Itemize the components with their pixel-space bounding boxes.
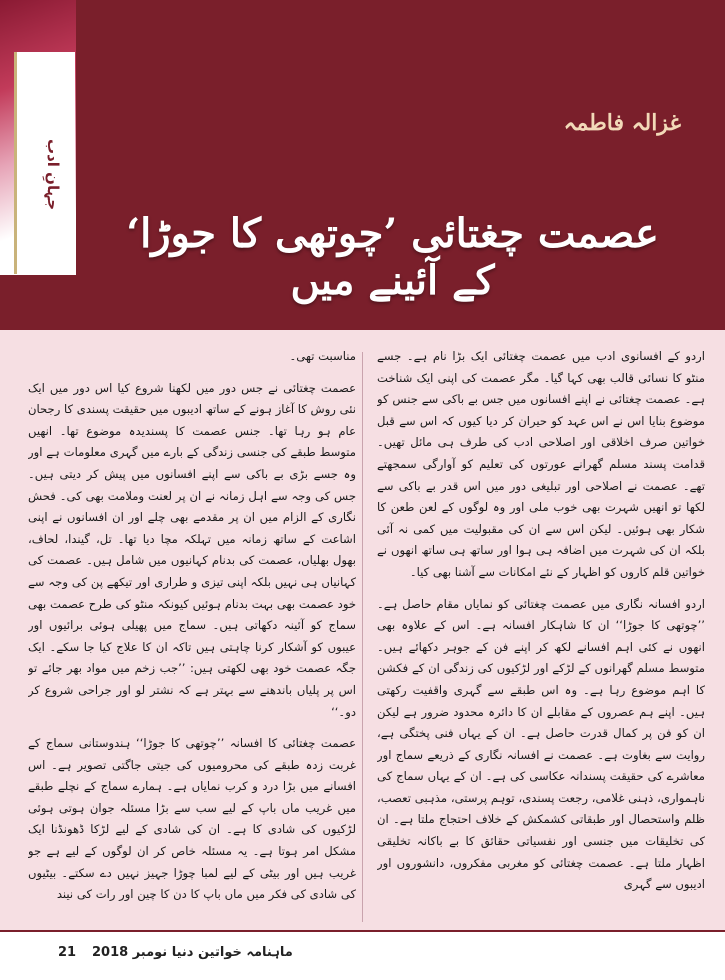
column-divider (362, 352, 363, 922)
paragraph: اردو کے افسانوی ادب میں عصمت چغتائی ایک بڑا نام ہے۔ جسے منٹو کا نسائی قالب بھی کہا گیا۔ مگر عصمت کی اپنی ایک شناخت ہے۔ عصمت چغتائی نے اپنے افسانوں میں جس بے باکی سے جنس کو موضوع بنایا اس نے اس عہد کو حیران کر دیا کیوں کہ اس سے قبل خواتین صرف اخلاقی اور اصلاحی ادب کی طرف ہی مائل تھیں۔ قدامت پسند مسلم گھرانے عورتوں کی تعلیم کو آوارگی سمجھتے تھے۔ عصمت نے اصلاحی اور تبلیغی دور میں اس قدر بے باکی سے لکھا تو انھیں شہرت بھی خوب ملی اور وہ لوگوں کے لعن طعن کا شکار بھی ہوئیں۔ لیکن اس سے ان کی مقبولیت میں کمی نہ آئی بلکہ ان کی شہرت میں اضافہ ہی ہوا اور ساتھ ہی ساتھ انھوں نے خواتین قلم کاروں کو اظہار کے نئے امکانات سے آشنا بھی کیا۔ (377, 349, 705, 579)
paragraph: عصمت چغتائی کا افسانہ ’’چوتھی کا جوڑا‘‘ ہندوستانی سماج کے غربت زدہ طبقے کی محرومیوں کی جیتی جاگتی تصویر ہے۔ اس افسانے میں بڑا درد و کرب نمایاں ہے۔ ہمارے سماج کے نچلے طبقے میں غریب ماں باپ کے لیے سب سے بڑا مسئلہ جوان ہوتی ہوئی لڑکیوں کی شادی کا ہے۔ ان کی شادی کے لیے لڑکا ڈھونڈنا ایک مشکل امر ہوتا ہے۔ یہ مسئلہ خاص کر ان لوگوں کے لیے ہے جو غریب ہیں اور بیٹی کے لیے لمبا چوڑا جہیز نہیں دے سکتے۔ بیٹیوں کی شادی کی فکر میں ماں باپ کا دن کا چین اور رات کی نیند (28, 736, 356, 902)
magazine-footer-text: ماہنامہ خواتین دنیا نومبر 2018 (92, 945, 293, 960)
article-column-right (377, 346, 705, 928)
paragraph: عصمت چغتائی نے جس دور میں لکھنا شروع کیا اس دور میں ایک نئی روش کا آغاز ہونے کے ساتھ ادیبوں میں حقیقت پسندی کا رجحان عام ہو رہا تھا۔ جنس عصمت کا پسندیدہ موضوع تھا۔ انھیں متوسط طبقے کی جنسی زندگی کے بارے میں گہری معلومات ہے اور وہ جسے بڑی بے باکی سے اپنے افسانوں میں پیش کر دیتی ہیں۔ جس کی وجہ سے اہل زمانہ نے ان پر لعنت وملامت بھی کی۔ فحش نگاری کے الزام میں ان پر مقدمے بھی چلے اور ان افسانوں نے اپنی اشاعت کے ساتھ زمانہ میں تہلکہ مچا دیا تھا۔ تل، گیندا، لحاف، بھول بھلیاں، عصمت کی بدنام کہانیوں میں شامل ہیں۔ عصمت کی کہانیاں ہی نہیں بلکہ اپنی تیزی و طراری اور تیکھے پن کی وجہ سے خود عصمت بھی بہت بدنام ہوئیں کیونکہ منٹو کی طرح عصمت بھی سماج کو آئینہ دکھاتی ہیں۔ سماج میں پھیلی ہوئی برائیوں اور عیبوں کو آشکار کرنا چاہتی ہیں تاکہ ان کا علاج کیا جا سکے۔ ایک جگہ عصمت خود بھی لکھتی ہیں: ’’جب زخم میں مواد بھر جائے تو اس پر پلیاں باندھنے سے بہتر ہے کہ نشتر لو اور جراحی شروع کر دو۔‘‘ (28, 380, 356, 719)
paragraph: اردو افسانہ نگاری میں عصمت چغتائی کو نمایاں مقام حاصل ہے۔ ’’چوتھی کا جوڑا‘‘ ان کا شاہکار افسانہ ہے۔ اس کے علاوہ بھی انھوں نے کئی اہم افسانے لکھ کر اپنے فن کے جوہر دکھائے ہیں۔ متوسط مسلم گھرانوں کے لڑکے اور لڑکیوں کی زندگی ان کے فکشن کا اہم موضوع رہا ہے۔ وہ اس طبقے سے گہری واقفیت رکھتی ہیں۔ اپنے ہم عصروں کے مقابلے ان کا دائرہ محدود ضرور ہے لیکن ان کو فن پر کمال قدرت حاصل ہے۔ ان کے یہاں فنی پختگی ہے، روایت سے بغاوت ہے۔ عصمت نے افسانہ نگاری کے ذریعے سماج اور معاشرے کی حقیقت پسندانہ عکاسی کی ہے۔ ان کے یہاں سماج کی ناہمواری، ذہنی غلامی، رجعت پسندی، توہم پرستی، مذہبی تعصب، ظلم واستحصال اور طبقاتی کشمکش کے خلاف احتجاج ملتا ہے۔ ان کی تخلیقات میں جنسی اور نفسیاتی حقائق کا بے باکانہ تخلیقی اظہار ملتا ہے۔ عصمت چغتائی کو مغربی مفکروں، دانشوروں اور ادیبوں سے گہری (377, 596, 705, 892)
article-title: عصمت چغتائی ’چوتھی کا جوڑا‘ کے آئینے میں (126, 210, 659, 304)
page-number: 21 (58, 945, 77, 960)
author-name: غزالہ فاطمہ (563, 110, 681, 136)
article-column-left (28, 346, 356, 928)
section-label: جہانِ ادب (44, 139, 62, 211)
paragraph: مناسبت تھی۔ (289, 349, 356, 363)
